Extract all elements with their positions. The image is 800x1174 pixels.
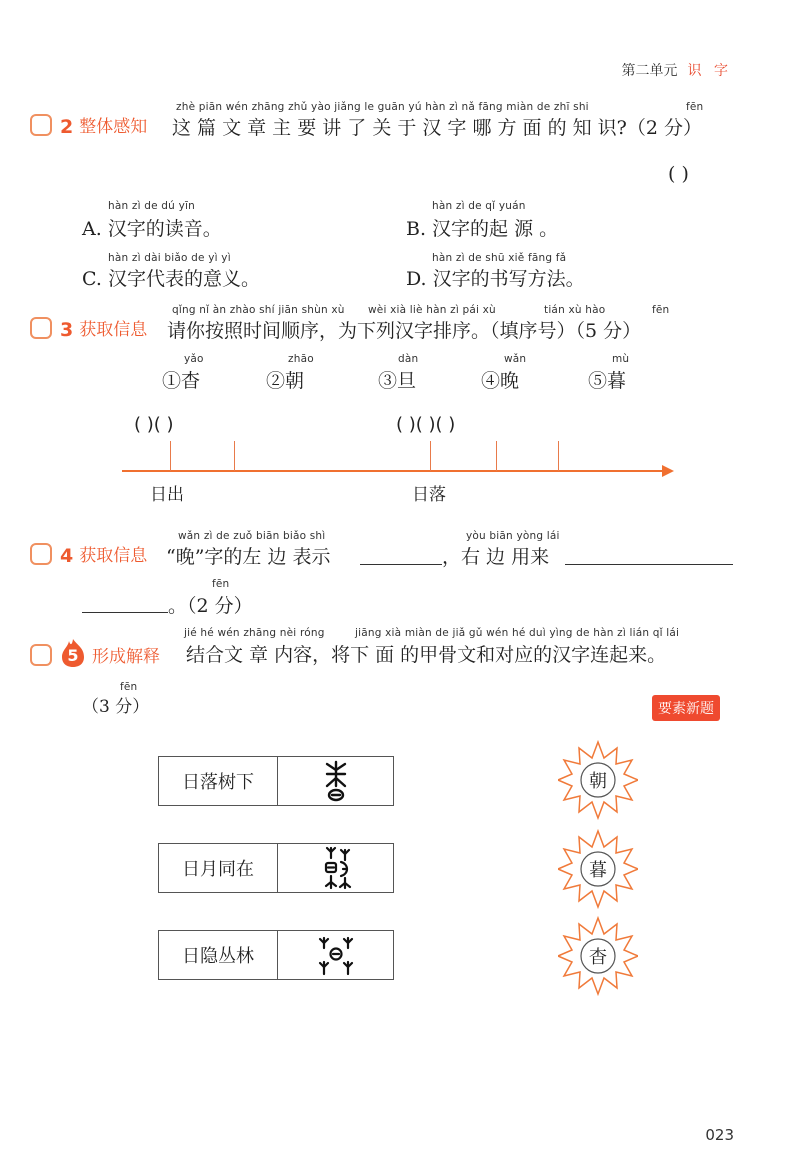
q5-question: 结合文 章 内容，将下 面 的甲骨文和对应的汉字连起来。 — [186, 644, 667, 666]
q2-fen-pinyin: fēn — [686, 101, 704, 113]
q5-score: （3 分） — [82, 697, 150, 717]
sun-badge-3[interactable] — [558, 916, 638, 996]
timeline-tick — [558, 441, 559, 471]
q2-option-a[interactable]: A. 汉字的读音。 — [82, 218, 222, 240]
q5-pinyin-a: jié hé wén zhāng nèi róng — [184, 627, 325, 639]
q2-tag: 整体感知 — [79, 117, 148, 137]
sun-char: 暮 — [589, 860, 607, 881]
unit-label: 第二单元 — [621, 63, 678, 79]
sun-in-grass-glyph-icon — [278, 931, 393, 979]
q3-char1: ①杳 — [162, 370, 201, 392]
q3-blanks-right[interactable]: ( )( )( ) — [396, 414, 456, 435]
q2-question: 这 篇 文 章 主 要 讲 了 关 于 汉 字 哪 方 面 的 知 识?（2 分） — [172, 117, 702, 139]
sun-badge-2[interactable] — [558, 829, 638, 909]
q2-answer-paren: ( ) — [668, 163, 689, 185]
sun-char: 朝 — [589, 771, 607, 792]
q4-pinyin-a: wǎn zì de zuǒ biān biǎo shì — [178, 530, 326, 542]
q5-tag: 形成解释 — [92, 647, 160, 667]
q2-number: 2 — [60, 116, 74, 138]
q4-heading — [30, 543, 155, 567]
q2-pinyin: zhè piān wén zhāng zhǔ yào jiǎng le guān yú hàn zì nǎ fāng miàn de zhī shi — [176, 101, 589, 113]
q3-char3: ③旦 — [378, 370, 417, 392]
q4-blank-left[interactable] — [360, 544, 442, 565]
timeline-arrow-icon — [662, 465, 674, 477]
timeline-tick — [430, 441, 431, 471]
q3-question: 请你按照时间顺序，为下列汉字排序。（填序号）（5 分） — [167, 320, 642, 342]
q2-option-c-pinyin: hàn zì dài biǎo de yì yì — [108, 252, 231, 264]
q3-checkbox[interactable] — [30, 317, 52, 339]
q3-char5: ⑤暮 — [588, 370, 627, 392]
timeline-tick — [170, 441, 171, 471]
q4-text-c: 。（2 分） — [168, 595, 253, 617]
oracle-box-2[interactable] — [158, 843, 394, 893]
oracle-box-label: 日月同在 — [159, 844, 278, 892]
q3-char4: ④晚 — [481, 370, 520, 392]
q2-option-b[interactable]: B. 汉字的起 源 。 — [406, 218, 559, 240]
sun-badge-1[interactable] — [558, 740, 638, 820]
q4-text-a: “晚”字的左 边 表示 — [166, 546, 331, 568]
q3-number: 3 — [60, 319, 74, 341]
q2-option-a-pinyin: hàn zì de dú yīn — [108, 200, 195, 212]
q4-text-b: ，右 边 用来 — [442, 546, 550, 568]
oracle-box-3[interactable] — [158, 930, 394, 980]
q4-checkbox[interactable] — [30, 543, 52, 565]
sun-moon-grass-glyph-icon — [278, 844, 393, 892]
q3-pinyin-b: wèi xià liè hàn zì pái xù — [368, 304, 496, 316]
q2-option-b-pinyin: hàn zì de qǐ yuán — [432, 200, 526, 212]
flame-icon — [60, 638, 86, 668]
q4-pinyin-b: yòu biān yòng lái — [466, 530, 560, 542]
oracle-box-1[interactable] — [158, 756, 394, 806]
q4-blank-continued[interactable] — [82, 592, 168, 613]
q4-blank-right[interactable] — [565, 544, 733, 565]
q2-option-d-pinyin: hàn zì de shū xiě fāng fǎ — [432, 252, 567, 264]
q3-char2-pinyin: zhāo — [288, 353, 314, 365]
q3-blanks-left[interactable]: ( )( ) — [134, 414, 174, 435]
topic-label: 识 字 — [687, 63, 732, 79]
q3-char2: ②朝 — [266, 370, 305, 392]
q3-tag: 获取信息 — [79, 320, 148, 340]
page-number: 023 — [705, 1126, 734, 1144]
q2-option-c[interactable]: C. 汉字代表的意义。 — [82, 268, 260, 290]
q3-pinyin-a: qǐng nǐ àn zhào shí jiān shùn xù — [172, 304, 345, 316]
q2-heading — [30, 114, 155, 138]
q3-heading — [30, 317, 155, 341]
timeline-end-label: 日落 — [412, 485, 446, 505]
q4-tag: 获取信息 — [79, 546, 148, 566]
timeline-tick — [234, 441, 235, 471]
q5-heading — [30, 638, 168, 668]
timeline-axis — [122, 470, 667, 472]
q5-pinyin-b: jiāng xià miàn de jiǎ gǔ wén hé duì yìng de hàn zì lián qǐ lái — [355, 627, 680, 639]
q3-char3-pinyin: dàn — [398, 353, 419, 365]
q4-fen-pinyin: fēn — [212, 578, 230, 590]
q2-checkbox[interactable] — [30, 114, 52, 136]
new-question-badge: 要素新题 — [652, 695, 720, 721]
q2-option-d[interactable]: D. 汉字的书写方法。 — [406, 268, 585, 290]
oracle-box-label: 日落树下 — [159, 757, 278, 805]
sun-char: 杳 — [589, 947, 607, 968]
q5-number: 5 — [67, 646, 79, 665]
q3-char5-pinyin: mù — [612, 353, 630, 365]
tree-sun-below-glyph-icon — [278, 757, 393, 805]
q3-char1-pinyin: yǎo — [184, 353, 204, 365]
unit-header — [622, 60, 732, 80]
q4-number: 4 — [60, 545, 74, 567]
q5-fen-pinyin: fēn — [120, 681, 138, 693]
oracle-box-label: 日隐丛林 — [159, 931, 278, 979]
q3-char4-pinyin: wǎn — [504, 353, 527, 365]
timeline-tick — [496, 441, 497, 471]
q5-checkbox[interactable] — [30, 644, 52, 666]
q3-fen-pinyin: fēn — [652, 304, 670, 316]
q3-pinyin-c: tián xù hào — [544, 304, 606, 316]
timeline-start-label: 日出 — [150, 485, 184, 505]
